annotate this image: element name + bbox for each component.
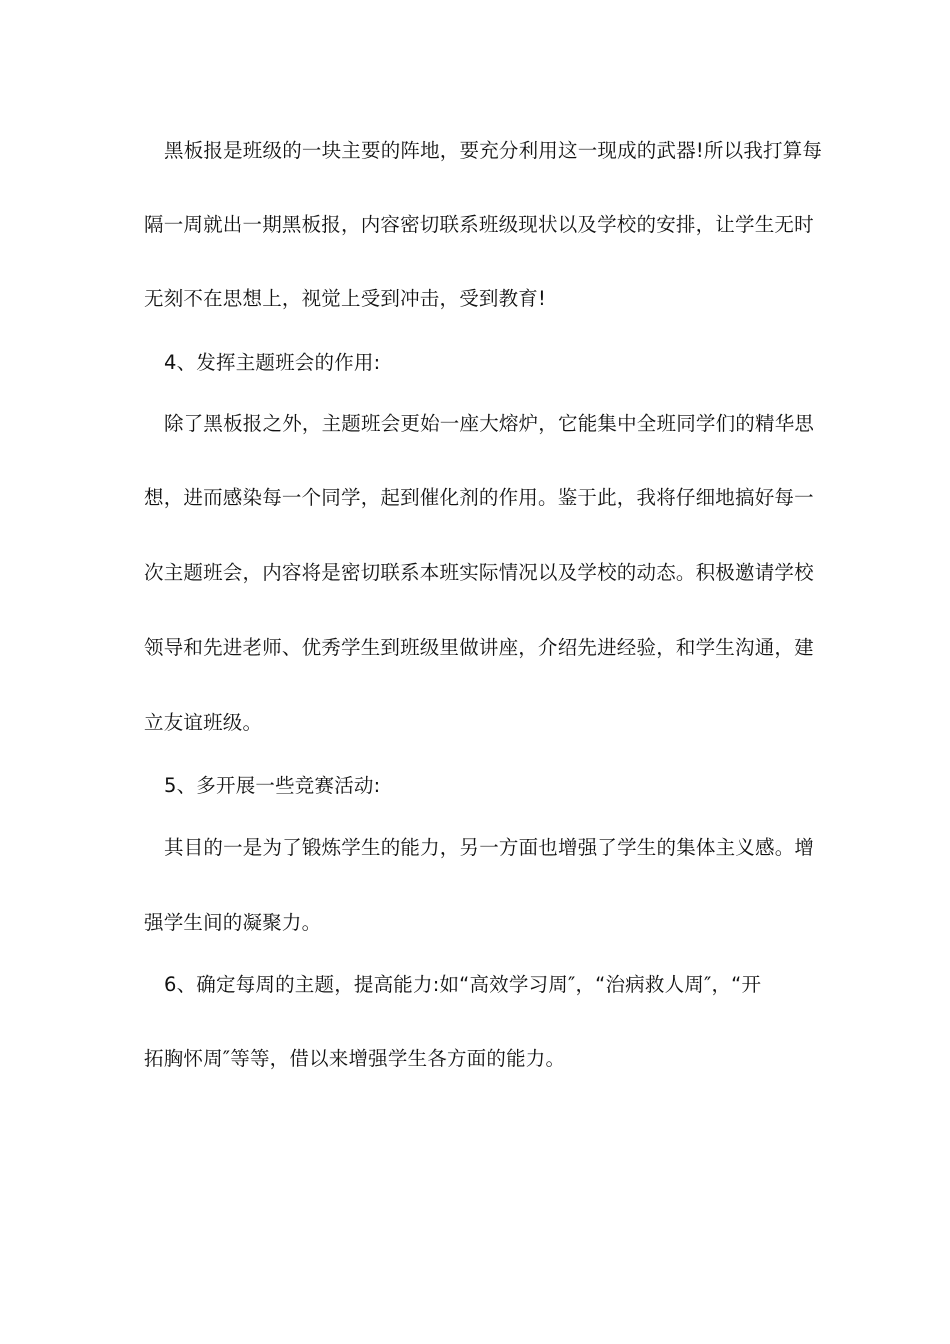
paragraph-competition-line-2: 强学生间的凝聚力。 [144, 911, 322, 934]
heading-item-5: 5、多开展一些竞赛活动: [164, 774, 381, 797]
paragraph-competition-line-1: 其目的一是为了锻炼学生的能力，另一方面也增强了学生的集体主义感。增 [164, 836, 815, 859]
heading-item-6-line-1: 6、确定每周的主题，提高能力:如“高效学习周″，“治病救人周″，“开 [164, 973, 762, 996]
paragraph-class-meeting-line-3: 次主题班会，内容将是密切联系本班实际情况以及学校的动态。积极邀请学校 [144, 561, 814, 584]
paragraph-class-meeting-line-1: 除了黑板报之外，主题班会更始一座大熔炉，它能集中全班同学们的精华思 [164, 412, 815, 435]
heading-item-4: 4、发挥主题班会的作用: [164, 351, 381, 374]
paragraph-class-meeting-line-2: 想，进而感染每一个同学，起到催化剂的作用。鉴于此，我将仔细地搞好每一 [144, 486, 814, 509]
paragraph-class-meeting-line-5: 立友谊班级。 [144, 711, 263, 734]
paragraph-class-meeting-line-4: 领导和先进老师、优秀学生到班级里做讲座，介绍先进经验，和学生沟通，建 [144, 636, 814, 659]
paragraph-blackboard-line-3: 无刻不在思想上，视觉上受到冲击，受到教育! [144, 287, 547, 310]
paragraph-blackboard-line-1: 黑板报是班级的一块主要的阵地，要充分利用这一现成的武器!所以我打算每 [164, 139, 823, 162]
heading-item-6-line-2: 拓胸怀周″等等，借以来增强学生各方面的能力。 [144, 1047, 566, 1070]
paragraph-blackboard-line-2: 隔一周就出一期黑板报，内容密切联系班级现状以及学校的安排，让学生无时 [144, 213, 814, 236]
